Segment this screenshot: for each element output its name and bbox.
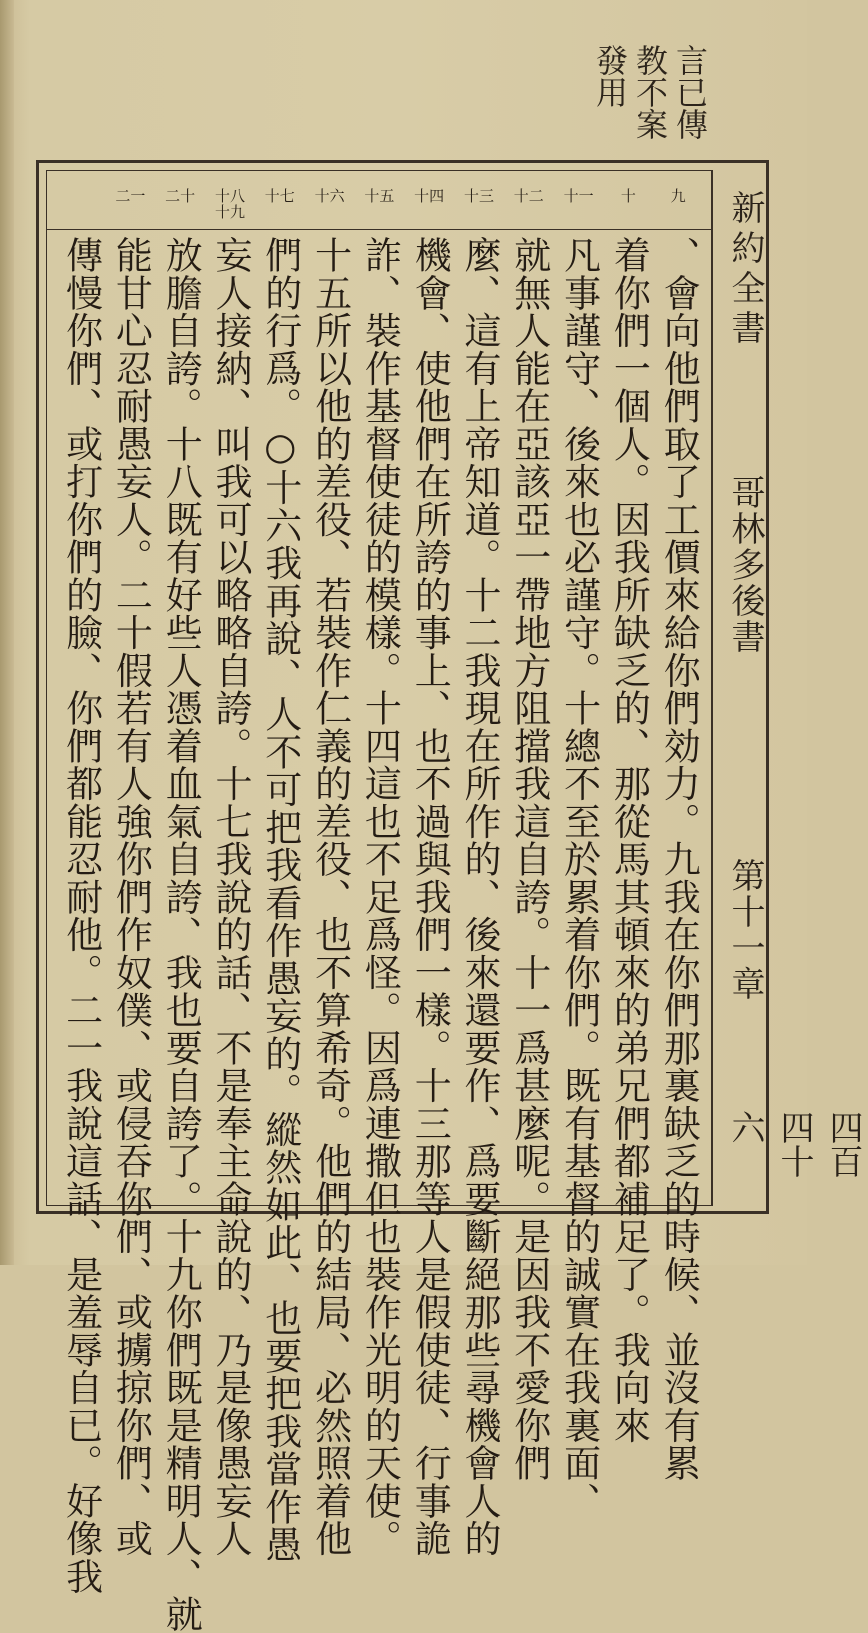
- page-number: 四百四十六: [725, 1110, 863, 1178]
- verse-number: 十一: [563, 187, 594, 205]
- top-note-col: 發用: [591, 44, 629, 108]
- chapter-label: 第十一章: [725, 858, 765, 1002]
- top-note-col: 教不案: [631, 44, 669, 140]
- book-name: 哥林多後書: [725, 475, 765, 655]
- verse-number: 十四: [414, 187, 445, 205]
- verse-number: 九: [670, 187, 686, 205]
- text-column: 着你們一個人。因我所缺乏的、那從馬其頓來的弟兄們都補足了。我向來: [607, 236, 651, 1444]
- text-column: 放膽自誇。十八既有好些人憑着血氣自誇、我也要自誇了。十九你們既是精明人、就: [159, 236, 203, 1633]
- text-column: 能甘心忍耐愚妄人。二十假若有人強你們作奴僕、或侵吞你們、或擄掠你們、或: [109, 236, 153, 1558]
- verse-number: 二十: [165, 187, 196, 205]
- text-column: 妄人接納、叫我可以略略自誇。十七我說的話、不是奉主命說的、乃是像愚妄人: [209, 236, 252, 1558]
- text-column: 十五所以他的差役、若裝作仁義的差役、也不算希奇。他們的結局、必然照着他: [308, 236, 352, 1558]
- text-column: 凡事謹守、後來也必謹守。十總不至於累着你們。既有基督的誠實在我裏面、: [557, 236, 601, 1520]
- text-column: 麼、這有上帝知道。十二我現在所作的、後來還要作、爲要斷絕那些尋機會人的: [458, 236, 501, 1558]
- top-margin-note: [591, 44, 709, 140]
- text-column: 詐、裝作基督使徒的模樣。十四這也不足爲怪。因爲連撒但也裝作光明的天使。: [358, 236, 402, 1558]
- text-column: 傳慢你們、或打你們的臉、你們都能忍耐他。二一我說這話、是羞辱自已。好像我: [59, 236, 103, 1595]
- text-column: 機會、使他們在所誇的事上、也不過與我們一樣。十三那等人是假使徒、行事詭: [408, 236, 452, 1558]
- verse-number: 十五: [364, 187, 395, 205]
- text-column: 、會向他們取了工價來給你們効力。九我在你們那裏缺乏的時候、並沒有累: [657, 236, 701, 1482]
- verse-number: 十六: [314, 187, 345, 205]
- text-column: 就無人能在亞該亞一帶地方阻擋我這自誇。十一爲甚麼呢。是因我不愛你們: [507, 236, 551, 1482]
- verse-number: 二一: [115, 187, 146, 205]
- verse-number: 十: [620, 187, 636, 205]
- verse-number: 十二: [513, 187, 544, 205]
- verse-number-bar: [46, 172, 712, 230]
- text-column: 們的行爲。○十六我再說、人不可把我看作愚妄的。縱然如此、也要把我當作愚: [258, 236, 302, 1564]
- book-collection-title: 新約全書: [725, 190, 765, 350]
- book-spine-shadow: [0, 0, 14, 1265]
- top-note-col: 言已傳: [671, 44, 709, 140]
- verse-number: 十八十九: [214, 187, 245, 221]
- verse-number: 十三: [463, 187, 494, 205]
- verse-number: 十七: [264, 187, 295, 205]
- running-header: [712, 170, 863, 1206]
- text-columns: [58, 236, 706, 1633]
